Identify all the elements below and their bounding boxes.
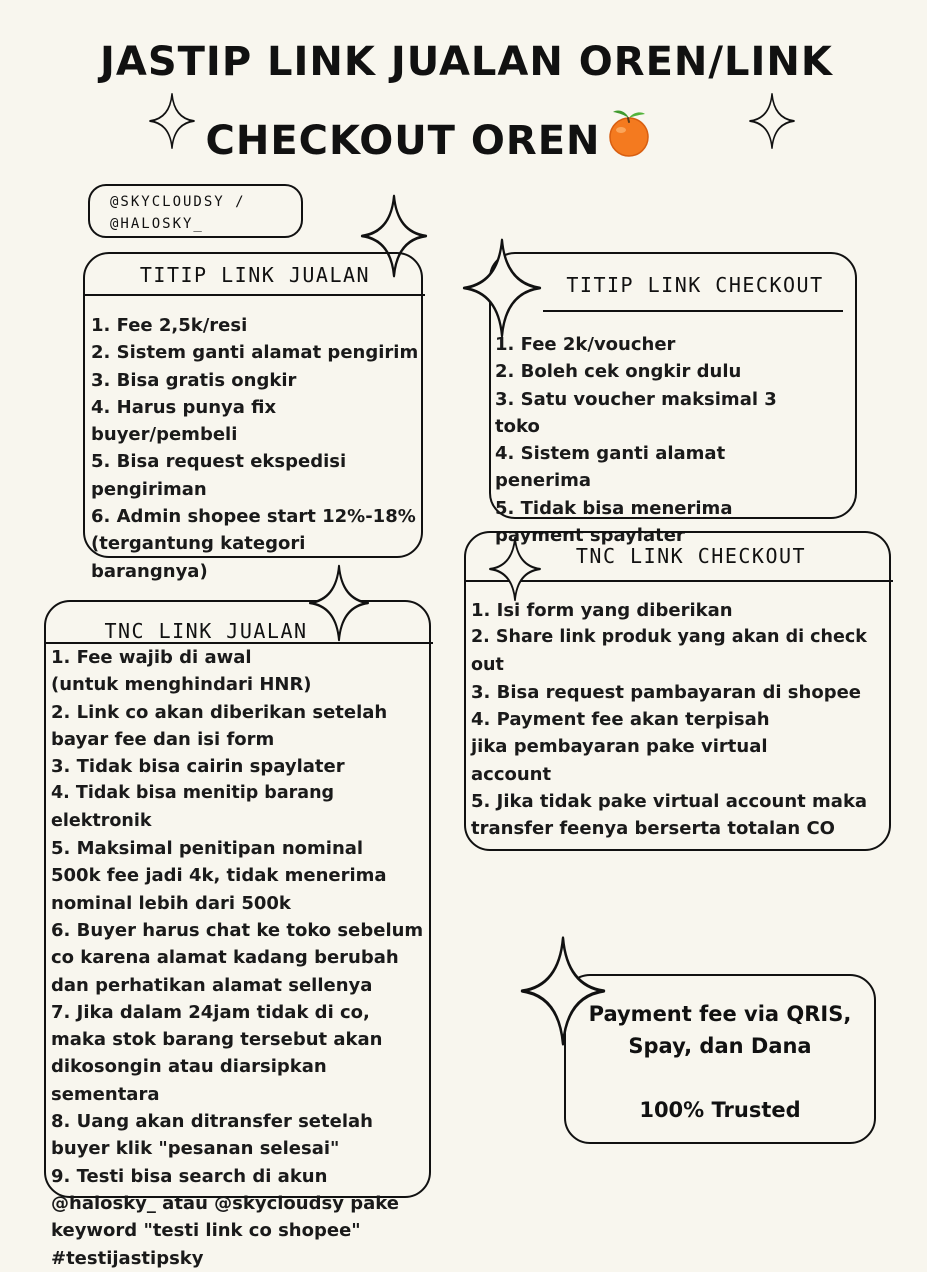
trusted-label: 100% Trusted	[639, 1098, 801, 1122]
list-item: 8. Uang akan ditransfer setelah buyer klik "pesanan selesai"	[51, 1111, 373, 1160]
list-item: 3. Bisa request pambayaran di shopee	[471, 681, 861, 703]
sparkle-icon-titip-checkout	[464, 240, 540, 336]
list-item: 5. Tidak bisa menerima payment spaylater	[495, 497, 733, 547]
titip-link-checkout-divider	[543, 310, 843, 312]
sparkle-icon-title-left	[150, 94, 194, 148]
payment-info-card	[564, 974, 876, 1144]
titip-link-jualan-divider	[85, 294, 425, 296]
sparkle-icon-title-right	[750, 94, 794, 148]
payment-line-1: Payment fee via QRIS,	[588, 1002, 852, 1026]
titip-link-checkout-card	[489, 252, 857, 547]
tnc-link-jualan-list	[51, 644, 431, 1272]
handle-line-2: @HALOSKY_	[110, 216, 204, 232]
sparkle-icon-tnc-checkout	[490, 538, 540, 600]
tnc-link-jualan-heading: TNC LINK JUALAN	[104, 619, 308, 643]
sparkle-icon-payment	[522, 938, 604, 1044]
list-item: 7. Jika dalam 24jam tidak di co, maka stok barang tersebut akan dikosongin atau diarsipkan sementara	[51, 1001, 383, 1105]
tnc-link-checkout-heading: TNC LINK CHECKOUT	[575, 544, 807, 568]
list-item: 1. Fee 2k/voucher	[495, 334, 676, 355]
page-title-line-2	[200, 106, 660, 164]
list-item: 2. Share link produk yang akan di check out	[471, 627, 867, 675]
orange-fruit-icon	[603, 106, 655, 158]
list-item: 6. Admin shopee start 12%-18% (tergantung kategori barangnya)	[91, 506, 416, 582]
list-item: 2. Boleh cek ongkir dulu	[495, 361, 742, 383]
list-item: 2. Link co akan diberikan setelah bayar fee dan isi form	[51, 701, 388, 750]
tnc-link-jualan-card	[44, 600, 431, 1269]
titip-link-jualan-card	[83, 252, 423, 582]
handle-line-1: @SKYCLOUDSY /	[110, 194, 246, 210]
list-item: 3. Bisa gratis ongkir	[91, 369, 297, 391]
list-item: 6. Buyer harus chat ke toko sebelum co karena alamat kadang berubah dan perhatikan alamat sellenya	[51, 919, 424, 996]
list-item: 4. Payment fee akan terpisah jika pembayaran pake virtual account	[471, 709, 770, 785]
list-item: 3. Satu voucher maksimal 3 toko	[495, 388, 777, 437]
titip-link-jualan-list	[91, 312, 419, 585]
list-item: 1. Fee 2,5k/resi	[91, 315, 248, 336]
list-item: 2. Sistem ganti alamat pengirim	[91, 342, 419, 364]
list-item: 4. Harus punya fix buyer/pembeli	[91, 396, 277, 446]
titip-link-checkout-list	[495, 331, 825, 549]
page-title-line-1: JASTIP LINK JUALAN OREN/LINK	[100, 39, 833, 85]
list-item: 1. Fee wajib di awal (untuk menghindari HNR)	[51, 647, 312, 696]
page-title-line-2-text: CHECKOUT OREN	[205, 118, 601, 164]
list-item: 9. Testi bisa search di akun @halosky_ atau @skycloudsy pake keyword "testi link co shopee" #testijastipsky	[51, 1165, 399, 1269]
list-item: 4. Tidak bisa menitip barang elektronik	[51, 783, 335, 831]
sparkle-icon-tnc-jualan	[310, 566, 368, 640]
instagram-handle-badge	[88, 184, 303, 238]
list-item: 5. Maksimal penitipan nominal 500k fee jadi 4k, tidak menerima nominal lebih dari 500k	[51, 838, 387, 914]
tnc-link-checkout-list	[471, 597, 889, 843]
list-item: 3. Tidak bisa cairin spaylater	[51, 756, 345, 778]
list-item: 4. Sistem ganti alamat penerima	[495, 443, 726, 492]
list-item: 5. Jika tidak pake virtual account maka transfer feenya berserta totalan CO	[471, 791, 868, 840]
payment-line-2: Spay, dan Dana	[628, 1034, 812, 1058]
list-item: 1. Isi form yang diberikan	[471, 600, 733, 621]
titip-link-jualan-heading: TITIP LINK JUALAN	[139, 263, 371, 287]
titip-link-checkout-heading: TITIP LINK CHECKOUT	[566, 273, 824, 297]
list-item: 5. Bisa request ekspedisi pengiriman	[91, 451, 347, 500]
